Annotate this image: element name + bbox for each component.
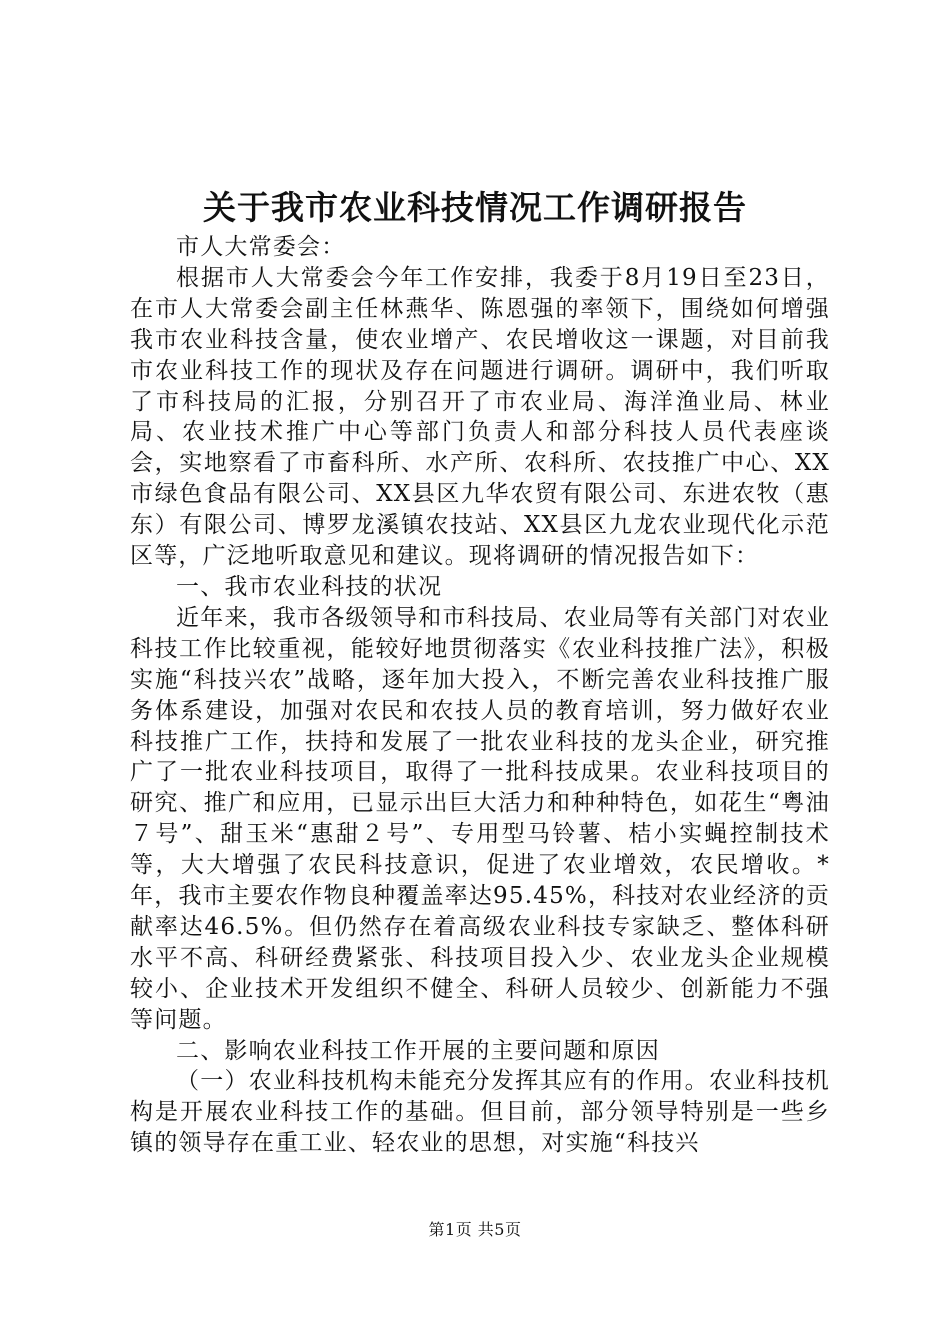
paragraph-problems: （一）农业科技机构未能充分发挥其应有的作用。农业科技机构是开展农业科技工作的基础。但目前，部分领导特别是一些乡镇的领导存在重工业、轻农业的思想，对实施“科技兴	[130, 1068, 830, 1157]
salutation: 市人大常委会：	[176, 234, 346, 260]
section-heading-2: 二、影响农业科技工作开展的主要问题和原因	[176, 1037, 660, 1064]
document-body	[130, 232, 830, 1159]
page-footer: 第1页 共5页	[428, 1220, 522, 1239]
section-heading-1: 一、我市农业科技的状况	[176, 573, 443, 600]
document-title: 关于我市农业科技情况工作调研报告	[203, 188, 747, 227]
paragraph-intro: 根据市人大常委会今年工作安排，我委于8月19日至23日，在市人大常委会副主任林燕华、陈恩强的率领下，围绕如何增强我市农业科技含量，使农业增产、农民增收这一课题，对目前我市农业科技工作的现状及存在问题进行调研。调研中，我们听取了市科技局的汇报，分别召开了市农业局、海洋渔业局、林业局、农业技术推广中心等部门负责人和部分科技人员代表座谈会，实地察看了市畜科所、水产所、农科所、农技推广中心、XX市绿色食品有限公司、XX县区九华农贸有限公司、东进农牧（惠东）有限公司、博罗龙溪镇农技站、XX县区九龙农业现代化示范区等，广泛地听取意见和建议。现将调研的情况报告如下：	[130, 264, 830, 570]
paragraph-status: 近年来，我市各级领导和市科技局、农业局等有关部门对农业科技工作比较重视，能较好地贯彻落实《农业科技推广法》，积极实施“科技兴农”战略，逐年加大投入，不断完善农业科技推广服务体系建设，加强对农民和农技人员的教育培训，努力做好农业科技推广工作，扶持和发展了一批农业科技的龙头企业，研究推广了一批农业科技项目，取得了一批科技成果。农业科技项目的研究、推广和应用，已显示出巨大活力和种种特色，如花生“粤油７号”、甜玉米“惠甜２号”、专用型马铃薯、桔小实蝇控制技术等，大大增强了农民科技意识，促进了农业增效，农民增收。*年，我市主要农作物良种覆盖率达95.45%，科技对农业经济的贡献率达46.5%。但仍然存在着高级农业科技专家缺乏、整体科研水平不高、科研经费紧张、科技项目投入少、农业龙头企业规模较小、企业技术开发组织不健全、科研人员较少、创新能力不强等问题。	[130, 604, 830, 1033]
